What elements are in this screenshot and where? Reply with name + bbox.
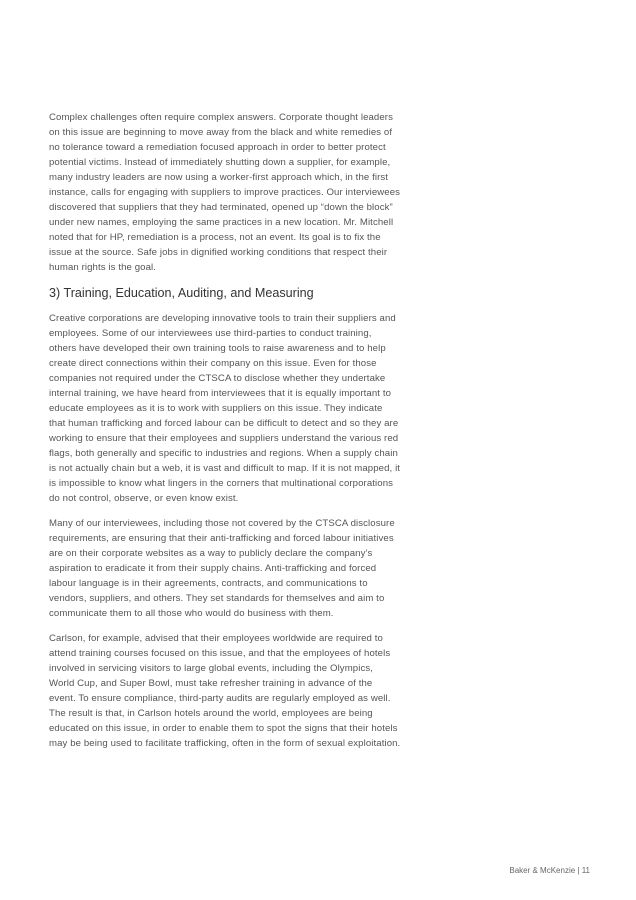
document-body: [49, 110, 401, 761]
section-heading: 3) Training, Education, Auditing, and Measuring: [49, 286, 314, 300]
intro-paragraph: Complex challenges often require complex answers. Corporate thought leaders on this issue are beginning to move away from the black and white remedies of no tolerance toward a remediation focused approach in order to better protect potential victims. Instead of immediately shutting down a supplier, for example, many industry leaders are now using a worker-first approach which, in the first instance, calls for engaging with suppliers to improve practices. Our interviewees discovered that suppliers that they had terminated, opened up “down the block” under new names, employing the same practices in a new location. Mr. Mitchell noted that for HP, remediation is a process, not an event. Its goal is to fix the issue at the source. Safe jobs in dignified working conditions that respect their human rights is the goal.: [49, 112, 401, 273]
section-paragraph-3: Carlson, for example, advised that their employees worldwide are required to attend training courses focused on this issue, and that the employees of hotels involved in servicing visitors to large global events, including the Olympics, World Cup, and Super Bowl, must take refresher training in advance of the event. To ensure compliance, third-party audits are regularly employed as well. The result is that, in Carlson hotels around the world, employees are being educated on this issue, in order to enable them to spot the signs that their hotels may be being used to facilitate trafficking, often in the form of sexual exploitation.: [49, 633, 401, 749]
section-paragraph-1: Creative corporations are developing innovative tools to train their suppliers and employees. Some of our interviewees use third-parties to conduct training, others have developed their own training tools to raise awareness and to help create direct connections within their company on this issue. Even for those companies not required under the CTSCA to disclose whether they undertake internal training, we have heard from interviewees that it is equally important to educate employees as it is to work with suppliers on this issue. They indicate that human trafficking and forced labour can be difficult to detect and so they are working to ensure that their employees and suppliers understand the various red flags, both generally and specific to industries and regions. When a supply chain is not actually chain but a web, it is vast and difficult to map. If it is not mapped, it is impossible to know what lingers in the corners that multinational corporations do not control, observe, or even know exist.: [49, 313, 401, 504]
section-paragraph-2: Many of our interviewees, including those not covered by the CTSCA disclosure requirements, are ensuring that their anti-trafficking and forced labour initiatives are on their corporate websites as a way to publicly declare the company’s aspiration to eradicate it from their supply chains. Anti-trafficking and forced labour language is in their agreements, contracts, and communications to vendors, suppliers, and others. They set standards for themselves and aim to communicate them to all those who would do business with them.: [49, 518, 395, 619]
page-footer: Baker & McKenzie | 11: [509, 866, 590, 875]
